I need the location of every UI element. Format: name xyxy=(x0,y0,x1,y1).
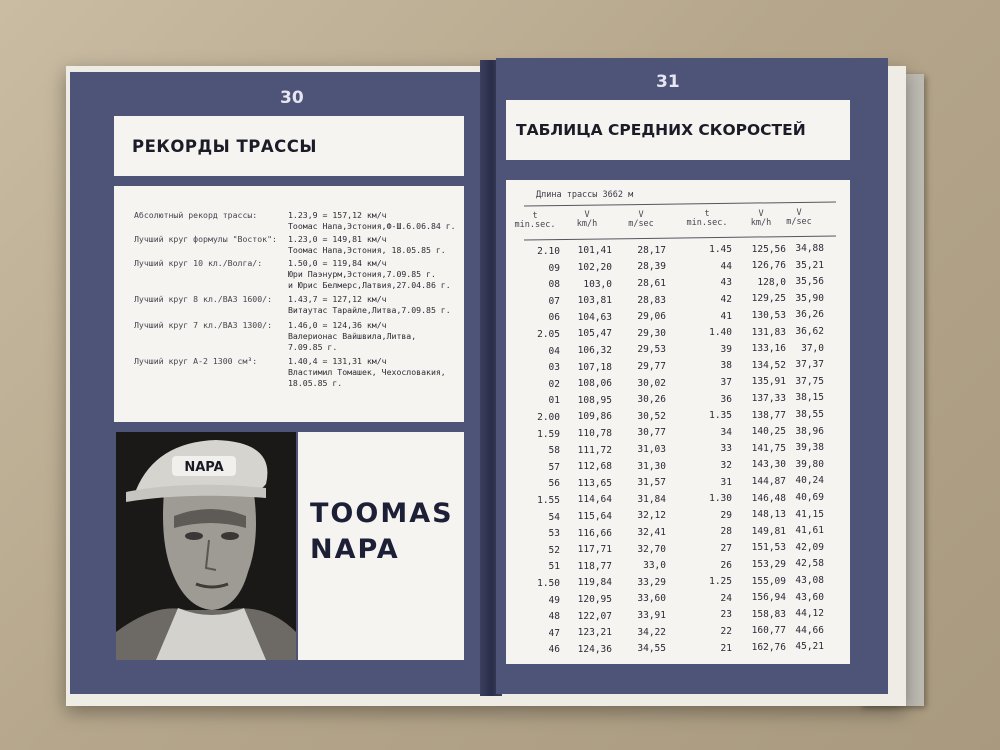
record-value-line: 1.40,4 = 131,31 км/ч xyxy=(288,356,387,366)
table-cell: 135,91 xyxy=(751,376,786,388)
table-cell: 40,69 xyxy=(795,492,824,503)
right-page-number: 31 xyxy=(656,72,680,92)
table-cell: 2.05 xyxy=(537,329,560,340)
table-cell: 42,58 xyxy=(795,558,824,570)
table-cell: 104,63 xyxy=(577,311,612,323)
table-cell: 115,64 xyxy=(577,511,612,522)
table-cell: 129,25 xyxy=(751,293,786,305)
table-cell: 42,09 xyxy=(795,541,824,553)
table-cell: 32,12 xyxy=(637,510,666,522)
table-cell: 112,68 xyxy=(577,461,612,473)
table-cell: 37,75 xyxy=(795,375,824,387)
record-label: Лучший круг 8 кл./ВАЗ 1600/: xyxy=(134,294,273,304)
table-cell: 143,30 xyxy=(751,459,786,471)
table-cell: 106,32 xyxy=(577,345,612,356)
table-cell: 1.59 xyxy=(537,428,560,440)
table-cell: 148,13 xyxy=(751,509,786,521)
table-cell: 158,83 xyxy=(751,608,786,620)
table-cell: 38,15 xyxy=(795,392,824,404)
table-cell: 34,22 xyxy=(637,626,666,638)
record-value-line: 1.23,0 = 149,81 км/ч xyxy=(288,234,387,244)
table-cell: 34,55 xyxy=(637,643,666,655)
record-value-line: Тоомас Напа,Эстония, 18.05.85 г. xyxy=(288,245,446,255)
record-value-line: Тоомас Напа,Эстония,Ф-Ш.6.06.84 г. xyxy=(288,221,456,231)
table-cell: 162,76 xyxy=(751,642,786,653)
column-symbol: V xyxy=(584,210,590,221)
table-cell: 46 xyxy=(548,644,560,656)
record-value xyxy=(288,294,451,316)
table-cell: 117,71 xyxy=(577,544,612,556)
column-unit: m/sec xyxy=(628,218,654,229)
table-cell: 43 xyxy=(720,277,732,289)
table-cell: 31,84 xyxy=(637,493,666,505)
table-column-header xyxy=(774,209,824,227)
driver-portrait-drawing xyxy=(116,432,296,660)
table-cell: 32 xyxy=(720,460,732,471)
table-cell: 44,12 xyxy=(795,608,824,620)
table-cell: 56 xyxy=(548,478,560,490)
table-cell: 120,95 xyxy=(577,594,612,605)
column-unit: km/h xyxy=(750,217,772,228)
table-cell: 33,91 xyxy=(637,610,666,621)
table-cell: 33,60 xyxy=(637,593,666,605)
table-cell: 38,55 xyxy=(795,409,824,420)
table-cell: 41,15 xyxy=(795,508,824,520)
table-cell: 153,29 xyxy=(751,559,786,570)
table-cell: 45,21 xyxy=(795,641,824,653)
table-cell: 111,72 xyxy=(577,444,612,456)
table-cell: 32,41 xyxy=(637,527,666,538)
track-length: Длина трассы 3662 м xyxy=(536,190,634,200)
left-page-title: РЕКОРДЫ ТРАССЫ xyxy=(114,116,464,176)
table-cell: 37,0 xyxy=(801,342,824,354)
table-cell: 31,57 xyxy=(637,477,666,489)
table-cell: 146,48 xyxy=(751,492,786,504)
table-cell: 47 xyxy=(548,627,560,639)
table-cell: 102,20 xyxy=(577,262,612,273)
table-cell: 33,29 xyxy=(637,576,666,588)
table-cell: 128,0 xyxy=(757,276,786,288)
table-cell: 30,26 xyxy=(637,394,666,406)
table-cell: 125,56 xyxy=(751,243,786,255)
driver-portrait-photo xyxy=(116,432,296,660)
table-cell: 37 xyxy=(720,377,732,388)
left-page-number: 30 xyxy=(280,88,304,108)
record-value xyxy=(288,258,451,291)
table-cell: 29,53 xyxy=(637,344,666,356)
table-column-header xyxy=(510,212,560,230)
table-cell: 149,81 xyxy=(751,525,786,537)
table-cell: 41 xyxy=(720,310,732,322)
table-cell: 155,09 xyxy=(751,575,786,587)
table-cell: 29,77 xyxy=(637,361,666,372)
table-cell: 33 xyxy=(720,443,732,455)
column-unit: min.sec. xyxy=(686,218,728,229)
table-cell: 122,07 xyxy=(577,610,612,622)
table-cell: 29,30 xyxy=(637,327,666,339)
record-label: Абсолютный рекорд трассы: xyxy=(134,210,258,220)
record-value xyxy=(288,210,456,232)
table-cell: 01 xyxy=(548,395,560,407)
driver-first-name: TOOMAS xyxy=(310,498,454,529)
table-cell: 35,21 xyxy=(795,259,824,271)
table-cell: 113,65 xyxy=(577,477,612,489)
table-cell: 39,38 xyxy=(795,442,824,454)
table-cell: 108,95 xyxy=(577,394,612,406)
record-value xyxy=(288,356,446,389)
table-cell: 36,62 xyxy=(795,326,824,337)
table-cell: 40,24 xyxy=(795,475,824,487)
table-cell: 34,88 xyxy=(795,243,824,254)
record-label: Лучший круг А-2 1300 см³: xyxy=(134,356,258,366)
record-value xyxy=(288,234,446,256)
table-cell: 30,77 xyxy=(637,427,666,439)
table-cell: 37,37 xyxy=(795,359,824,371)
table-cell: 124,36 xyxy=(577,643,612,655)
record-value-line: 7.09.85 г. xyxy=(288,342,338,352)
table-cell: 103,0 xyxy=(583,278,612,290)
record-value-line: 1.23,9 = 157,12 км/ч xyxy=(288,210,387,220)
table-cell: 109,86 xyxy=(577,411,612,423)
table-cell: 140,25 xyxy=(751,426,786,438)
table-cell: 144,87 xyxy=(751,476,786,487)
table-cell: 44 xyxy=(720,260,732,272)
table-cell: 44,66 xyxy=(795,624,824,636)
table-cell: 130,53 xyxy=(751,310,786,321)
table-cell: 21 xyxy=(720,642,732,654)
table-cell: 1.50 xyxy=(537,578,560,589)
table-cell: 2.00 xyxy=(537,412,560,423)
table-cell: 31,03 xyxy=(637,444,666,455)
driver-last-name: NAPA xyxy=(310,534,400,565)
record-value-line: 1.50,0 = 119,84 км/ч xyxy=(288,258,387,268)
table-cell: 31 xyxy=(720,476,732,488)
table-cell: 160,77 xyxy=(751,625,786,637)
table-cell: 52 xyxy=(548,544,560,556)
table-cell: 123,21 xyxy=(577,627,612,639)
table-cell: 29,06 xyxy=(637,311,666,323)
table-cell: 09 xyxy=(548,262,560,274)
table-cell: 57 xyxy=(548,461,560,473)
table-cell: 42 xyxy=(720,294,732,305)
table-cell: 134,52 xyxy=(751,359,786,371)
table-cell: 1.55 xyxy=(537,495,560,506)
table-cell: 35,90 xyxy=(795,292,824,304)
table-column-header xyxy=(562,211,612,229)
table-cell: 138,77 xyxy=(751,409,786,421)
table-cell: 22 xyxy=(720,626,732,637)
table-cell: 118,77 xyxy=(577,560,612,572)
table-cell: 34 xyxy=(720,426,732,438)
table-cell: 28,61 xyxy=(637,278,666,289)
record-value-line: 1.46,0 = 124,36 км/ч xyxy=(288,320,387,330)
record-value-line: Витаутас Тарайле,Литва,7.09.85 г. xyxy=(288,305,451,315)
column-unit: km/h xyxy=(576,219,598,230)
table-cell: 126,76 xyxy=(751,260,786,272)
right-page-title: ТАБЛИЦА СРЕДНИХ СКОРОСТЕЙ xyxy=(506,100,850,160)
table-cell: 08 xyxy=(548,279,560,291)
table-cell: 116,66 xyxy=(577,527,612,539)
table-cell: 1.25 xyxy=(709,576,732,588)
record-value xyxy=(288,320,416,353)
table-cell: 141,75 xyxy=(751,442,786,454)
table-cell: 29 xyxy=(720,509,732,521)
table-cell: 06 xyxy=(548,312,560,324)
column-unit: min.sec. xyxy=(514,220,556,230)
table-cell: 28,83 xyxy=(637,294,666,306)
table-cell: 53 xyxy=(548,528,560,540)
table-cell: 32,70 xyxy=(637,543,666,555)
table-cell: 33,0 xyxy=(643,560,666,572)
record-label: Лучший круг 10 кл./Волга/: xyxy=(134,258,263,268)
table-cell: 1.30 xyxy=(709,493,732,505)
table-cell: 151,53 xyxy=(751,542,786,554)
table-cell: 35,56 xyxy=(795,276,824,288)
table-cell: 28,39 xyxy=(637,261,666,273)
record-value-line: и Юрис Белмерс,Латвия,27.04.86 г. xyxy=(288,280,451,290)
column-unit: m/sec xyxy=(786,217,812,227)
table-cell: 41,61 xyxy=(795,525,824,537)
table-cell: 131,83 xyxy=(751,326,786,338)
table-cell: 1.35 xyxy=(709,410,732,422)
table-cell: 39 xyxy=(720,343,732,355)
table-cell: 58 xyxy=(548,445,560,457)
table-cell: 2.10 xyxy=(537,246,560,257)
table-cell: 51 xyxy=(548,561,560,573)
cap-logo-text: NAPA xyxy=(184,460,224,475)
record-value-line: 18.05.85 г. xyxy=(288,378,343,388)
table-cell: 54 xyxy=(548,511,560,523)
column-symbol: V xyxy=(796,208,802,218)
table-cell: 31,30 xyxy=(637,460,666,472)
table-cell: 27 xyxy=(720,543,732,554)
column-symbol: t xyxy=(532,211,538,221)
driver-name xyxy=(310,496,454,568)
table-cell: 101,41 xyxy=(577,245,612,257)
table-cell: 48 xyxy=(548,611,560,623)
table-column-header xyxy=(616,211,666,229)
table-cell: 103,81 xyxy=(577,295,612,307)
record-label: Лучший круг 7 кл./ВАЗ 1300/: xyxy=(134,320,273,330)
column-symbol: V xyxy=(638,209,644,220)
record-label: Лучший круг формулы "Восток": xyxy=(134,234,277,244)
record-value-line: 1.43,7 = 127,12 км/ч xyxy=(288,294,387,304)
table-cell: 23 xyxy=(720,609,732,621)
table-cell: 114,64 xyxy=(577,494,612,506)
speed-table xyxy=(506,180,850,664)
record-value-line: Валерионас Вайшвила,Литва, xyxy=(288,331,417,341)
table-cell: 30,02 xyxy=(637,377,666,389)
table-cell: 38,96 xyxy=(795,425,824,437)
table-cell: 36 xyxy=(720,393,732,405)
table-cell: 30,52 xyxy=(637,410,666,422)
table-cell: 39,80 xyxy=(795,458,824,470)
table-column-header xyxy=(682,210,732,228)
record-value-line: Властимил Томашек, Чехословакия, xyxy=(288,367,446,377)
table-cell: 38 xyxy=(720,360,732,372)
table-cell: 49 xyxy=(548,594,560,606)
table-cell: 108,06 xyxy=(577,378,612,390)
table-cell: 07 xyxy=(548,295,560,307)
table-cell: 105,47 xyxy=(577,328,612,340)
record-value-line: Юри Паэнурм,Эстония,7.09.85 г. xyxy=(288,269,436,279)
column-symbol: t xyxy=(704,209,710,220)
table-cell: 119,84 xyxy=(577,577,612,589)
table-cell: 04 xyxy=(548,345,560,357)
table-cell: 156,94 xyxy=(751,592,786,604)
table-cell: 1.45 xyxy=(709,244,732,256)
table-cell: 02 xyxy=(548,378,560,390)
table-cell: 107,18 xyxy=(577,361,612,373)
table-cell: 26 xyxy=(720,559,732,571)
table-cell: 28 xyxy=(720,526,732,538)
table-cell: 43,08 xyxy=(795,575,824,586)
table-cell: 03 xyxy=(548,362,560,374)
table-cell: 43,60 xyxy=(795,591,824,603)
table-cell: 110,78 xyxy=(577,428,612,439)
table-cell: 137,33 xyxy=(751,393,786,404)
table-cell: 28,17 xyxy=(637,244,666,256)
table-cell: 36,26 xyxy=(795,309,824,321)
column-symbol: V xyxy=(758,208,764,219)
table-cell: 133,16 xyxy=(751,343,786,355)
table-cell: 24 xyxy=(720,592,732,604)
table-cell: 1.40 xyxy=(709,327,732,339)
